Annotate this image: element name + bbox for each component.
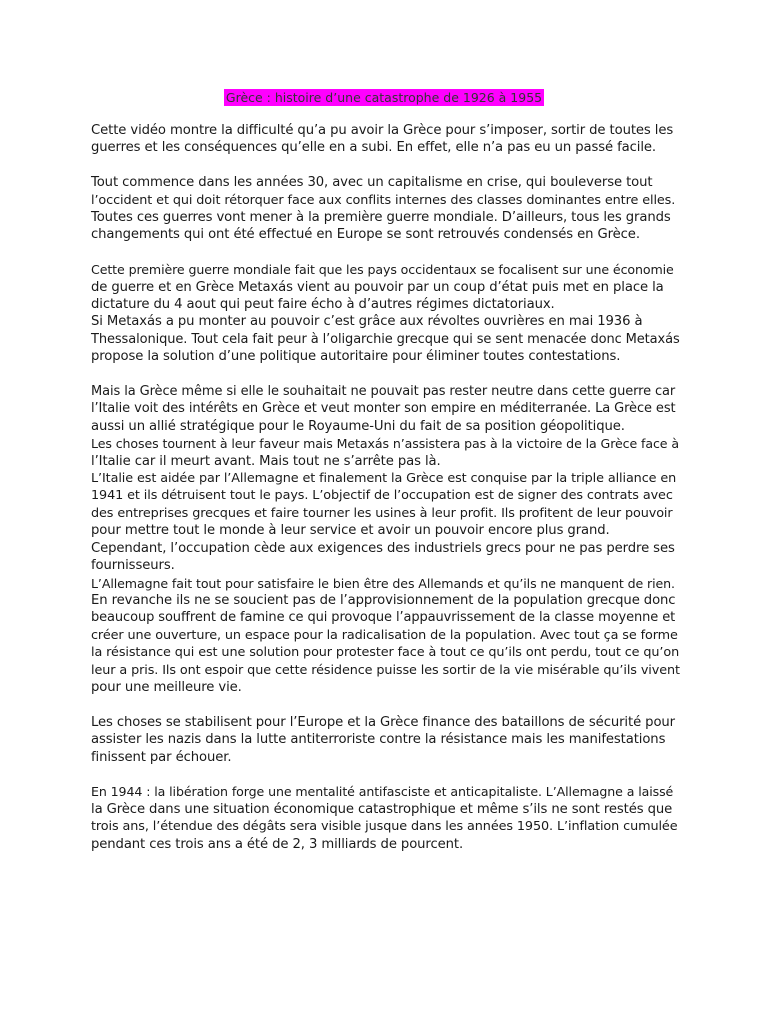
paragraph — [91, 122, 681, 157]
text-line: des entreprises grecques et faire tourner les usines à leur profit. Ils profitent de leur pouvoir — [91, 505, 673, 521]
text-line: fournisseurs. — [91, 558, 175, 574]
text-line: changements qui ont été effectué en Europe se sont retrouvés condensés en Grèce. — [91, 227, 640, 243]
paragraph — [91, 714, 681, 766]
paragraph — [91, 383, 681, 696]
text-line: L’Allemagne fait tout pour satisfaire le bien être des Allemands et qu’ils ne manquent de rien. — [91, 575, 675, 591]
text-line: L’Italie est aidée par l’Allemagne et finalement la Grèce est conquise par la triple alliance en — [91, 471, 677, 487]
text-line: Cette vidéo montre la difficulté qu’a pu avoir la Grèce pour s’imposer, sortir de toutes les — [91, 123, 674, 138]
text-line: la résistance qui est une solution pour protester face à tout ce qu’ils ont perdu, tout ce qu’on — [91, 645, 680, 661]
text-line: assister les nazis dans la lutte antiterroriste contre la résistance mais les manifestations — [91, 732, 666, 748]
text-line: aussi un allié stratégique pour le Royaume-Uni du fait de sa position géopolitique. — [91, 418, 625, 434]
paragraph — [91, 783, 681, 853]
text-line: pour une meilleure vie. — [91, 679, 242, 695]
text-line: En 1944 : la libération forge une mentalité antifasciste et anticapitaliste. L’Allemagne a laissé — [91, 784, 674, 800]
paragraph — [91, 174, 681, 244]
text-line: En revanche ils ne se soucient pas de l’approvisionnement de la population grecque donc — [91, 592, 676, 608]
text-line: Les choses se stabilisent pour l’Europe et la Grèce finance des bataillons de sécurité pour — [91, 714, 675, 730]
text-line: 1941 et ils détruisent tout le pays. L’objectif de l’occupation est de signer des contrats avec — [91, 488, 673, 504]
text-line: finissent par échouer. — [91, 749, 232, 765]
text-line: l’occident et qui doit rétorquer face aux conflits internes des classes dominantes entre elles. — [91, 192, 676, 208]
text-line: pendant ces trois ans a été de 2, 3 milliards de pourcent. — [91, 836, 464, 852]
text-line: pour mettre tout le monde à leur service et avoir un pouvoir encore plus grand. — [91, 523, 610, 539]
text-line: Les choses tournent à leur faveur mais Metaxás n’assistera pas à la victoire de la Grèce face à — [91, 436, 679, 452]
text-line: guerres et les conséquences qu’elle en a subi. En effet, elle n’a pas eu un passé facile. — [91, 140, 657, 156]
text-line: Cette première guerre mondiale fait que les pays occidentaux se focalisent sur une économie — [91, 262, 674, 278]
text-line: l’Italie voit des intérêts en Grèce et veut monter son empire en méditerranée. La Grèce est — [91, 401, 676, 417]
title-container — [0, 87, 768, 106]
text-line: Toutes ces guerres vont mener à la première guerre mondiale. D’ailleurs, tous les grands — [91, 210, 671, 226]
text-line: de guerre et en Grèce Metaxás vient au pouvoir par un coup d’état puis met en place la — [91, 279, 664, 295]
text-line: créer une ouverture, un espace pour la radicalisation de la population. Avec tout ça se forme — [91, 627, 678, 643]
document-title: Grèce : histoire d’une catastrophe de 1926 à 1955 — [225, 90, 543, 105]
text-line: Thessalonique. Tout cela fait peur à l’oligarchie grecque qui se sent menacée donc Metaxás — [91, 331, 680, 347]
text-line: leur a pris. Ils ont espoir que cette résidence puisse les sortir de la vie misérable qu’ils vivent — [91, 662, 680, 678]
text-line: Tout commence dans les années 30, avec un capitalisme en crise, qui bouleverse tout — [91, 175, 653, 191]
text-line: l’Italie car il meurt avant. Mais tout ne s’arrête pas là. — [91, 453, 441, 469]
text-line: Si Metaxás a pu monter au pouvoir c’est grâce aux révoltes ouvrières en mai 1936 à — [91, 314, 643, 330]
paragraph — [91, 261, 681, 365]
text-line: Mais la Grèce même si elle le souhaitait ne pouvait pas rester neutre dans cette guerre car — [91, 384, 676, 400]
text-line: la Grèce dans une situation économique catastrophique et même s’ils ne sont restés que — [91, 801, 673, 817]
text-line: dictature du 4 aout qui peut faire écho à d’autres régimes dictatoriaux. — [91, 297, 555, 313]
document-body — [91, 122, 681, 870]
text-line: trois ans, l’étendue des dégâts sera visible jusque dans les années 1950. L’inflation cumulée — [91, 819, 678, 835]
text-line: propose la solution d’une politique autoritaire pour éliminer toutes contestations. — [91, 349, 621, 365]
text-line: Cependant, l’occupation cède aux exigences des industriels grecs pour ne pas perdre ses — [91, 540, 675, 556]
text-line: beaucoup souffrent de famine ce qui provoque l’appauvrissement de la classe moyenne et — [91, 610, 676, 626]
